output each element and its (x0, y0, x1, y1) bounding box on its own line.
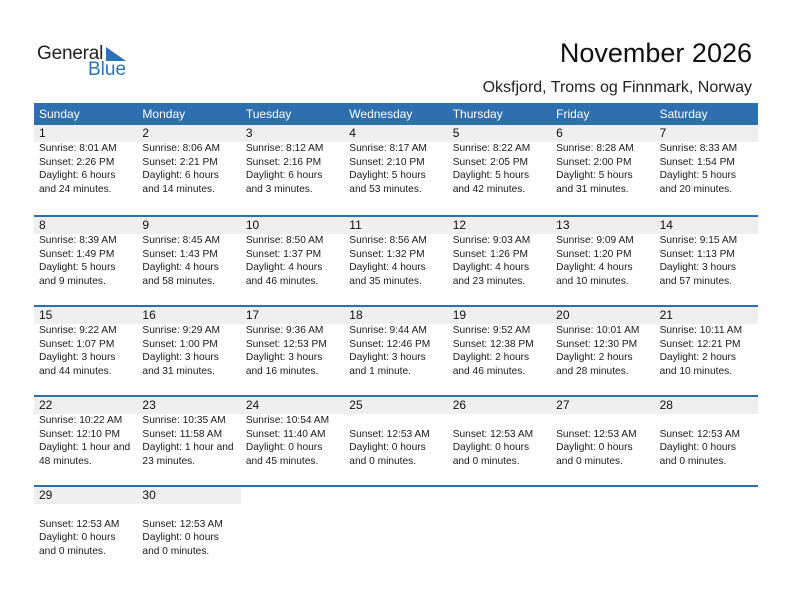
sunrise-text (349, 414, 447, 428)
sunset-text: Sunset: 12:53 AM (142, 518, 223, 530)
day-number: 26 (452, 398, 467, 412)
date-number-row (34, 125, 758, 142)
daylight-text: and 1 minute. (349, 365, 412, 377)
sunrise-text: Sunrise: 8:45 AM (142, 235, 221, 246)
sunset-text: Sunset: 12:53 AM (659, 428, 740, 440)
sunrise-text (556, 504, 654, 518)
sunrise-text: Sunrise: 8:50 AM (245, 235, 324, 246)
day-number: 1 (39, 126, 46, 140)
sunrise-text: Sunrise: 8:33 AM (659, 143, 738, 154)
sunrise-text: Sunrise: 9:22 AM (39, 325, 117, 336)
sunrise-text: Sunrise: 8:56 AM (349, 235, 427, 246)
sunset-text: Sunset: 1:32 PM (349, 248, 425, 260)
daylight-text: and 3 minutes. (245, 183, 313, 195)
day-number (551, 487, 654, 504)
sunset-text (246, 518, 344, 532)
day-number: 7 (659, 126, 667, 140)
daylight-text: and 42 minutes. (452, 183, 526, 195)
weekday-saturday: Saturday (659, 107, 708, 121)
day-cell (241, 504, 344, 558)
daylight-text (660, 531, 758, 545)
sunset-text: Sunset: 12:46 PM (349, 338, 431, 350)
day-cell (34, 234, 137, 288)
daylight-text: Daylight: 3 hours (142, 352, 219, 363)
day-number: 24 (245, 398, 260, 412)
sunset-text (556, 518, 654, 532)
sunrise-text (39, 504, 137, 518)
day-cell (448, 504, 551, 558)
page-title: November 2026 (559, 38, 752, 68)
day-number: 28 (659, 398, 673, 412)
day-number: 8 (39, 218, 46, 232)
day-number: 19 (452, 308, 467, 322)
day-cell (551, 324, 654, 378)
sunset-text: Sunset: 12:53 PM (245, 338, 327, 350)
sunrise-text (246, 504, 344, 518)
day-number (344, 487, 447, 504)
day-number: 2 (142, 126, 150, 140)
daylight-text (246, 545, 344, 559)
sunrise-text: Sunrise: 10:54 AM (245, 415, 330, 426)
day-details-row (34, 324, 758, 378)
sunrise-text: Sunrise: 9:29 AM (142, 325, 221, 336)
daylight-text: and 23 minutes. (452, 275, 526, 287)
daylight-text: Daylight: 0 hours (556, 442, 633, 453)
week-row (34, 125, 758, 215)
daylight-text: and 0 minutes. (349, 455, 417, 467)
day-cell (241, 142, 344, 196)
day-number: 18 (349, 308, 363, 322)
day-cell (344, 504, 447, 558)
day-details-row (34, 234, 758, 288)
daylight-text: Daylight: 5 hours (452, 170, 530, 181)
day-details-row (34, 504, 758, 558)
weekday-sunday: Sunday (39, 107, 80, 121)
daylight-text: 48 minutes. (39, 455, 92, 467)
sunset-text: Sunset: 12:38 PM (452, 338, 534, 350)
sunrise-text (660, 504, 758, 518)
sunset-text: Sunset: 1:54 PM (659, 156, 735, 168)
daylight-text: Daylight: 0 hours (659, 442, 737, 453)
daylight-text: and 57 minutes. (659, 275, 733, 287)
sunset-text: Sunset: 2:21 PM (142, 156, 218, 168)
day-cell (551, 414, 654, 468)
daylight-text: Daylight: 0 hours (349, 442, 426, 453)
day-cell (655, 324, 758, 378)
day-number: 17 (245, 308, 260, 322)
day-number: 29 (39, 488, 53, 502)
daylight-text: Daylight: 1 hour and (39, 442, 131, 453)
sunrise-text: Sunrise: 8:22 AM (452, 143, 531, 154)
sunrise-text: Sunrise: 10:22 AM (39, 415, 123, 426)
day-cell (551, 142, 654, 196)
daylight-text: and 28 minutes. (556, 365, 629, 377)
daylight-text: and 10 minutes. (659, 365, 733, 377)
sunrise-text: Sunrise: 10:11 AM (659, 325, 743, 336)
day-cell (551, 504, 654, 558)
daylight-text: Daylight: 6 hours (39, 170, 116, 181)
sunrise-text: Sunrise: 8:06 AM (142, 143, 221, 154)
sunset-text: Sunset: 1:43 PM (142, 248, 218, 260)
daylight-text: Daylight: 3 hours (659, 262, 737, 273)
daylight-text: Daylight: 4 hours (349, 262, 426, 273)
daylight-text: and 45 minutes. (245, 455, 319, 467)
day-cell (34, 142, 137, 196)
sunrise-text: Sunrise: 10:35 AM (142, 415, 226, 426)
day-cell (344, 234, 447, 288)
day-cell (241, 234, 344, 288)
date-number-row (34, 217, 758, 234)
weekday-friday: Friday (556, 107, 590, 121)
daylight-text: and 35 minutes. (349, 275, 422, 287)
sunrise-text (142, 504, 240, 518)
weekday-wednesday: Wednesday (349, 107, 413, 121)
sunrise-text: Sunrise: 9:44 AM (349, 325, 427, 336)
daylight-text (453, 531, 551, 545)
day-number: 14 (659, 218, 673, 232)
sunset-text: Sunset: 1:49 PM (39, 248, 115, 260)
daylight-text (453, 545, 551, 559)
day-cell (241, 414, 344, 468)
daylight-text: Daylight: 0 hours (452, 442, 530, 453)
day-number: 20 (556, 308, 570, 322)
daylight-text (556, 531, 654, 545)
daylight-text: Daylight: 4 hours (142, 262, 219, 273)
sunset-text: Sunset: 1:26 PM (452, 248, 529, 260)
sunrise-text: Sunrise: 8:28 AM (556, 143, 634, 154)
daylight-text: and 53 minutes. (349, 183, 422, 195)
day-number (448, 487, 551, 504)
weekday-thursday: Thursday (452, 107, 503, 121)
daylight-text: and 46 minutes. (452, 365, 526, 377)
date-number-row (34, 397, 758, 414)
sunset-text: Sunset: 2:26 PM (39, 156, 115, 168)
sunrise-text (556, 414, 654, 428)
location-subtitle: Oksfjord, Troms og Finnmark, Norway (482, 79, 752, 96)
daylight-text: Daylight: 2 hours (556, 352, 633, 363)
sunrise-text: Sunrise: 8:12 AM (245, 143, 324, 154)
sunrise-text: Sunrise: 8:17 AM (349, 143, 427, 154)
sunset-text: Sunset: 1:07 PM (39, 338, 115, 350)
sunset-text: Sunset: 1:00 PM (142, 338, 218, 350)
day-details-row (34, 142, 758, 196)
day-number: 21 (659, 308, 673, 322)
day-number: 5 (452, 126, 460, 140)
day-number: 16 (142, 308, 156, 322)
sunrise-text (349, 504, 447, 518)
day-number (655, 487, 758, 504)
daylight-text: Daylight: 4 hours (556, 262, 633, 273)
daylight-text: and 0 minutes. (556, 455, 623, 467)
daylight-text: Daylight: 5 hours (659, 170, 737, 181)
sunrise-text (660, 414, 758, 428)
sunrise-text (453, 414, 551, 428)
daylight-text: Daylight: 2 hours (452, 352, 530, 363)
sunset-text: Sunset: 12:30 PM (556, 338, 638, 350)
day-cell (655, 234, 758, 288)
sunset-text: Sunset: 12:53 AM (39, 518, 120, 530)
daylight-text: Daylight: 5 hours (556, 170, 633, 181)
daylight-text: Daylight: 3 hours (349, 352, 426, 363)
day-cell (448, 142, 551, 196)
day-number: 4 (349, 126, 356, 140)
daylight-text: Daylight: 0 hours (39, 532, 116, 543)
day-number: 25 (349, 398, 363, 412)
day-cell (34, 414, 137, 468)
daylight-text: and 10 minutes. (556, 275, 629, 287)
daylight-text: Daylight: 3 hours (39, 352, 116, 363)
logo-text-general: General (37, 43, 104, 64)
day-cell (344, 324, 447, 378)
day-cell (137, 142, 240, 196)
weekday-header-row (34, 103, 758, 125)
sunrise-text: Sunrise: 8:01 AM (39, 143, 117, 154)
day-number: 15 (39, 308, 53, 322)
daylight-text: and 31 minutes. (142, 365, 215, 377)
sunset-text: Sunset: 12:10 PM (39, 428, 120, 440)
sunset-text: Sunset: 12:53 AM (556, 428, 637, 440)
day-number: 11 (349, 218, 362, 232)
weekday-monday: Monday (142, 107, 186, 121)
week-row (34, 305, 758, 395)
sunrise-text: Sunrise: 9:09 AM (556, 235, 634, 246)
day-number: 30 (142, 488, 156, 502)
sunset-text: Sunset: 12:53 AM (452, 428, 534, 440)
day-cell (137, 414, 240, 468)
sunset-text (660, 518, 758, 532)
week-row (34, 215, 758, 305)
day-cell (241, 324, 344, 378)
week-row (34, 485, 758, 575)
date-number-row (34, 487, 758, 504)
daylight-text: Daylight: 2 hours (659, 352, 737, 363)
sunset-text: Sunset: 2:05 PM (452, 156, 529, 168)
daylight-text (349, 545, 447, 559)
daylight-text (246, 531, 344, 545)
day-number: 23 (142, 398, 156, 412)
day-number: 9 (142, 218, 150, 232)
daylight-text: and 0 minutes. (659, 455, 727, 467)
sunset-text: Sunset: 1:20 PM (556, 248, 632, 260)
daylight-text: and 9 minutes. (39, 275, 106, 287)
daylight-text: Daylight: 4 hours (452, 262, 530, 273)
daylight-text: and 31 minutes. (556, 183, 629, 195)
day-number: 3 (245, 126, 253, 140)
day-cell (34, 324, 137, 378)
day-cell (448, 234, 551, 288)
day-number: 6 (556, 126, 563, 140)
day-cell (655, 504, 758, 558)
sunset-text: Sunset: 11:40 AM (245, 428, 326, 440)
day-number (241, 487, 344, 504)
week-row (34, 395, 758, 485)
daylight-text: Daylight: 0 hours (245, 442, 323, 453)
sunset-text: Sunset: 2:00 PM (556, 156, 632, 168)
sunset-text (349, 518, 447, 532)
day-number: 27 (556, 398, 570, 412)
sunset-text (453, 518, 551, 532)
day-number: 12 (452, 218, 467, 232)
sunset-text: Sunset: 11:58 AM (142, 428, 223, 440)
sunset-text: Sunset: 12:21 PM (659, 338, 741, 350)
calendar-grid (34, 103, 758, 575)
sunrise-text: Sunrise: 9:36 AM (245, 325, 324, 336)
sunset-text: Sunset: 2:16 PM (245, 156, 322, 168)
sunset-text: Sunset: 2:10 PM (349, 156, 425, 168)
daylight-text: Daylight: 5 hours (39, 262, 116, 273)
day-cell (137, 324, 240, 378)
daylight-text: and 24 minutes. (39, 183, 112, 195)
daylight-text: and 44 minutes. (39, 365, 112, 377)
day-number: 10 (245, 218, 260, 232)
daylight-text: and 0 minutes. (142, 545, 210, 557)
daylight-text: 23 minutes. (142, 455, 196, 467)
day-cell (655, 414, 758, 468)
daylight-text (556, 545, 654, 559)
sunrise-text: Sunrise: 10:01 AM (556, 325, 640, 336)
day-number: 22 (39, 398, 53, 412)
generalblue-logo (37, 43, 137, 83)
daylight-text: Daylight: 0 hours (142, 532, 219, 543)
day-cell (344, 414, 447, 468)
sunset-text: Sunset: 1:37 PM (245, 248, 322, 260)
sunrise-text (453, 504, 551, 518)
daylight-text: Daylight: 4 hours (245, 262, 323, 273)
daylight-text (349, 531, 447, 545)
date-number-row (34, 307, 758, 324)
logo-text-blue: Blue (88, 59, 127, 80)
day-cell (344, 142, 447, 196)
day-cell (655, 142, 758, 196)
daylight-text: Daylight: 5 hours (349, 170, 426, 181)
weekday-tuesday: Tuesday (245, 107, 292, 121)
daylight-text: and 16 minutes. (245, 365, 319, 377)
daylight-text (660, 545, 758, 559)
sunset-text: Sunset: 12:53 AM (349, 428, 430, 440)
sunrise-text: Sunrise: 9:52 AM (452, 325, 531, 336)
daylight-text: and 20 minutes. (659, 183, 733, 195)
daylight-text: and 46 minutes. (245, 275, 319, 287)
daylight-text: and 58 minutes. (142, 275, 215, 287)
day-number: 13 (556, 218, 570, 232)
sunrise-text: Sunrise: 9:15 AM (659, 235, 738, 246)
sunset-text: Sunset: 1:13 PM (659, 248, 735, 260)
day-details-row (34, 414, 758, 468)
day-cell (448, 414, 551, 468)
day-cell (34, 504, 137, 558)
daylight-text: and 14 minutes. (142, 183, 215, 195)
day-cell (551, 234, 654, 288)
sunrise-text: Sunrise: 8:39 AM (39, 235, 117, 246)
day-cell (137, 504, 240, 558)
daylight-text: Daylight: 6 hours (142, 170, 219, 181)
daylight-text: and 0 minutes. (452, 455, 520, 467)
day-cell (448, 324, 551, 378)
day-cell (137, 234, 240, 288)
weeks-container (34, 125, 758, 575)
daylight-text: and 0 minutes. (39, 545, 106, 557)
daylight-text: Daylight: 3 hours (245, 352, 323, 363)
sunrise-text: Sunrise: 9:03 AM (452, 235, 531, 246)
daylight-text: Daylight: 1 hour and (142, 442, 234, 453)
daylight-text: Daylight: 6 hours (245, 170, 323, 181)
